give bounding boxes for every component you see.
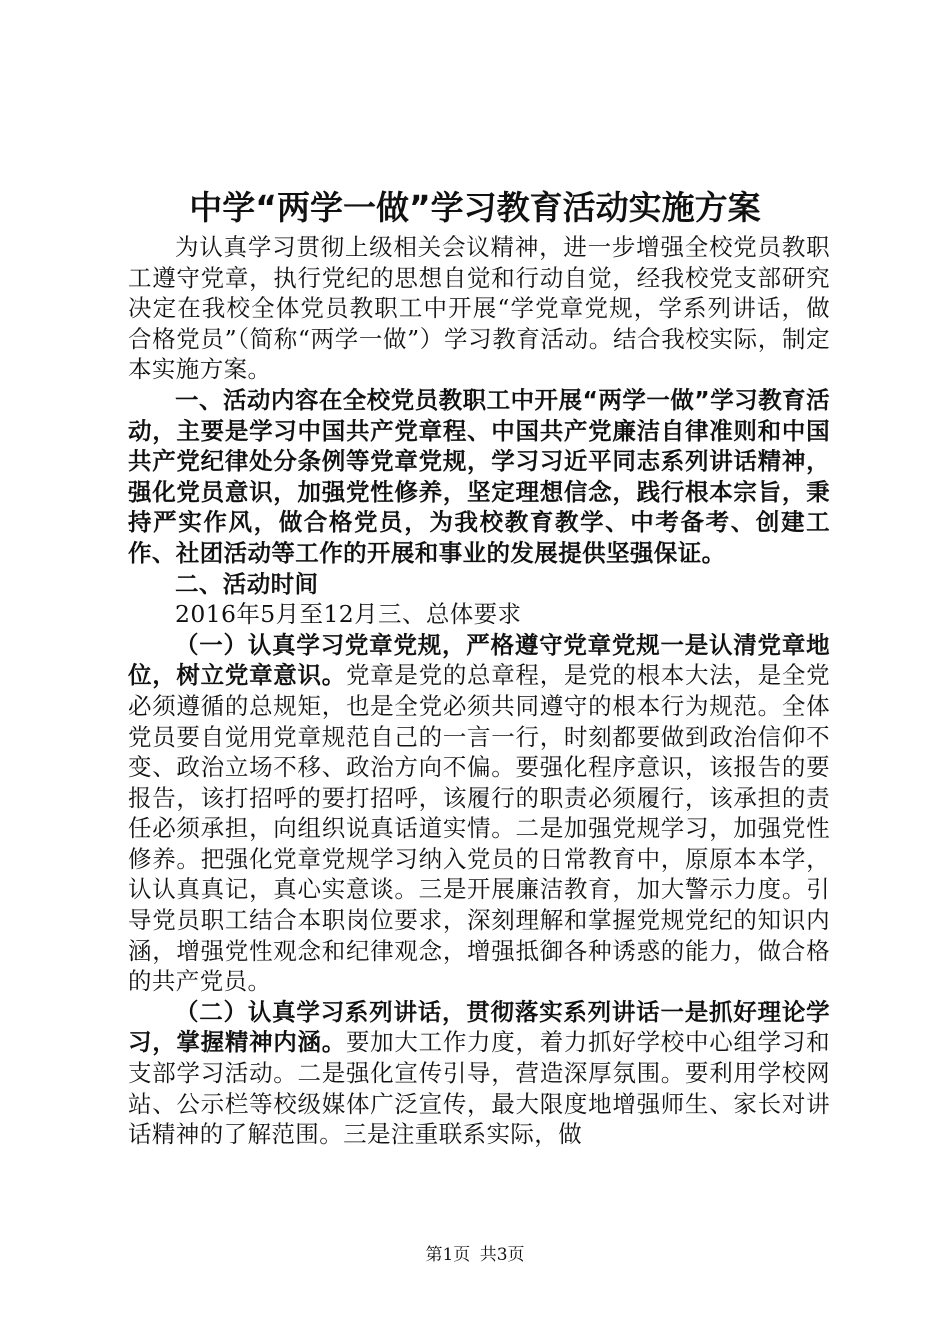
paragraph-activity-content xyxy=(128,385,830,569)
paragraph-requirement-1 xyxy=(128,630,830,997)
paragraph-text: 2016年5月至12月三、总体要求 xyxy=(175,600,522,629)
paragraph-text: 为认真学习贯彻上级相关会议精神，进一步增强全校党员教职工遵守党章，执行党纪的思想自觉和行动自觉，经我校党支部研究决定在我校全体党员教职工中开展“学党章党规，学系列讲话，做合格党员”（简称“两学一做”）学习教育活动。结合我校实际，制定本实施方案。 xyxy=(128,233,830,384)
heading-activity-time xyxy=(128,569,830,600)
paragraph-lead: 一、活动内容在全校党员教职工中开展“两学一做”学习教育活动，主要是学习中国共产党章程、中国共产党廉洁自律准则和中国共产党纪律处分条例等党章党规，学习习近平同志系列讲话精神，强化党员意识，加强党性修养，坚定理想信念，践行根本宗旨，秉持严实作风，做合格党员，为我校教育教学、中考备考、创建工作、社团活动等工作的开展和事业的发展提供坚强保证。 xyxy=(128,385,830,567)
paragraph-lead: 二、活动时间 xyxy=(175,569,319,598)
paragraph-lead: （二）认真学习系列讲话，贯彻落实系列讲话一是抓好理论学习，掌握精神内涵。 xyxy=(128,997,830,1057)
paragraph-lead: （一）认真学习党章党规，严格遵守党章党规一是认清党章地位，树立党章意识。 xyxy=(128,630,830,690)
paragraph-intro xyxy=(128,232,830,385)
document-title: 中学“两学一做”学习教育活动实施方案 xyxy=(189,188,761,227)
paragraph-requirement-2 xyxy=(128,997,830,1150)
paragraph-text: 要加大工作力度，着力抓好学校中心组学习和支部学习活动。二是强化宣传引导，营造深厚氛围。要利用学校网站、公示栏等校级媒体广泛宣传，最大限度地增强师生、家长对讲话精神的了解范围。三是注重联系实际，做 xyxy=(128,1028,831,1149)
document-body xyxy=(128,232,830,1150)
page-footer: 第1页 共3页 xyxy=(425,1245,525,1265)
paragraph-activity-time xyxy=(128,599,830,630)
paragraph-text: 党章是党的总章程，是党的根本大法，是全党必须遵循的总规矩，也是全党必须共同遵守的根本行为规范。全体党员要自觉用党章规范自己的一言一行，时刻都要做到政治信仰不变、政治立场不移、政治方向不偏。要强化程序意识，该报告的要报告，该打招呼的要打招呼，该履行的职责必须履行，该承担的责任必须承担，向组织说真话道实情。二是加强党规学习，加强党性修养。把强化党章党规学习纳入党员的日常教育中，原原本本学，认认真真记，真心实意谈。三是开展廉洁教育，加大警示力度。引导党员职工结合本职岗位要求，深刻理解和掌握党规党纪的知识内涵，增强党性观念和纪律观念，增强抵御各种诱惑的能力，做合格的共产党员。 xyxy=(128,661,831,996)
